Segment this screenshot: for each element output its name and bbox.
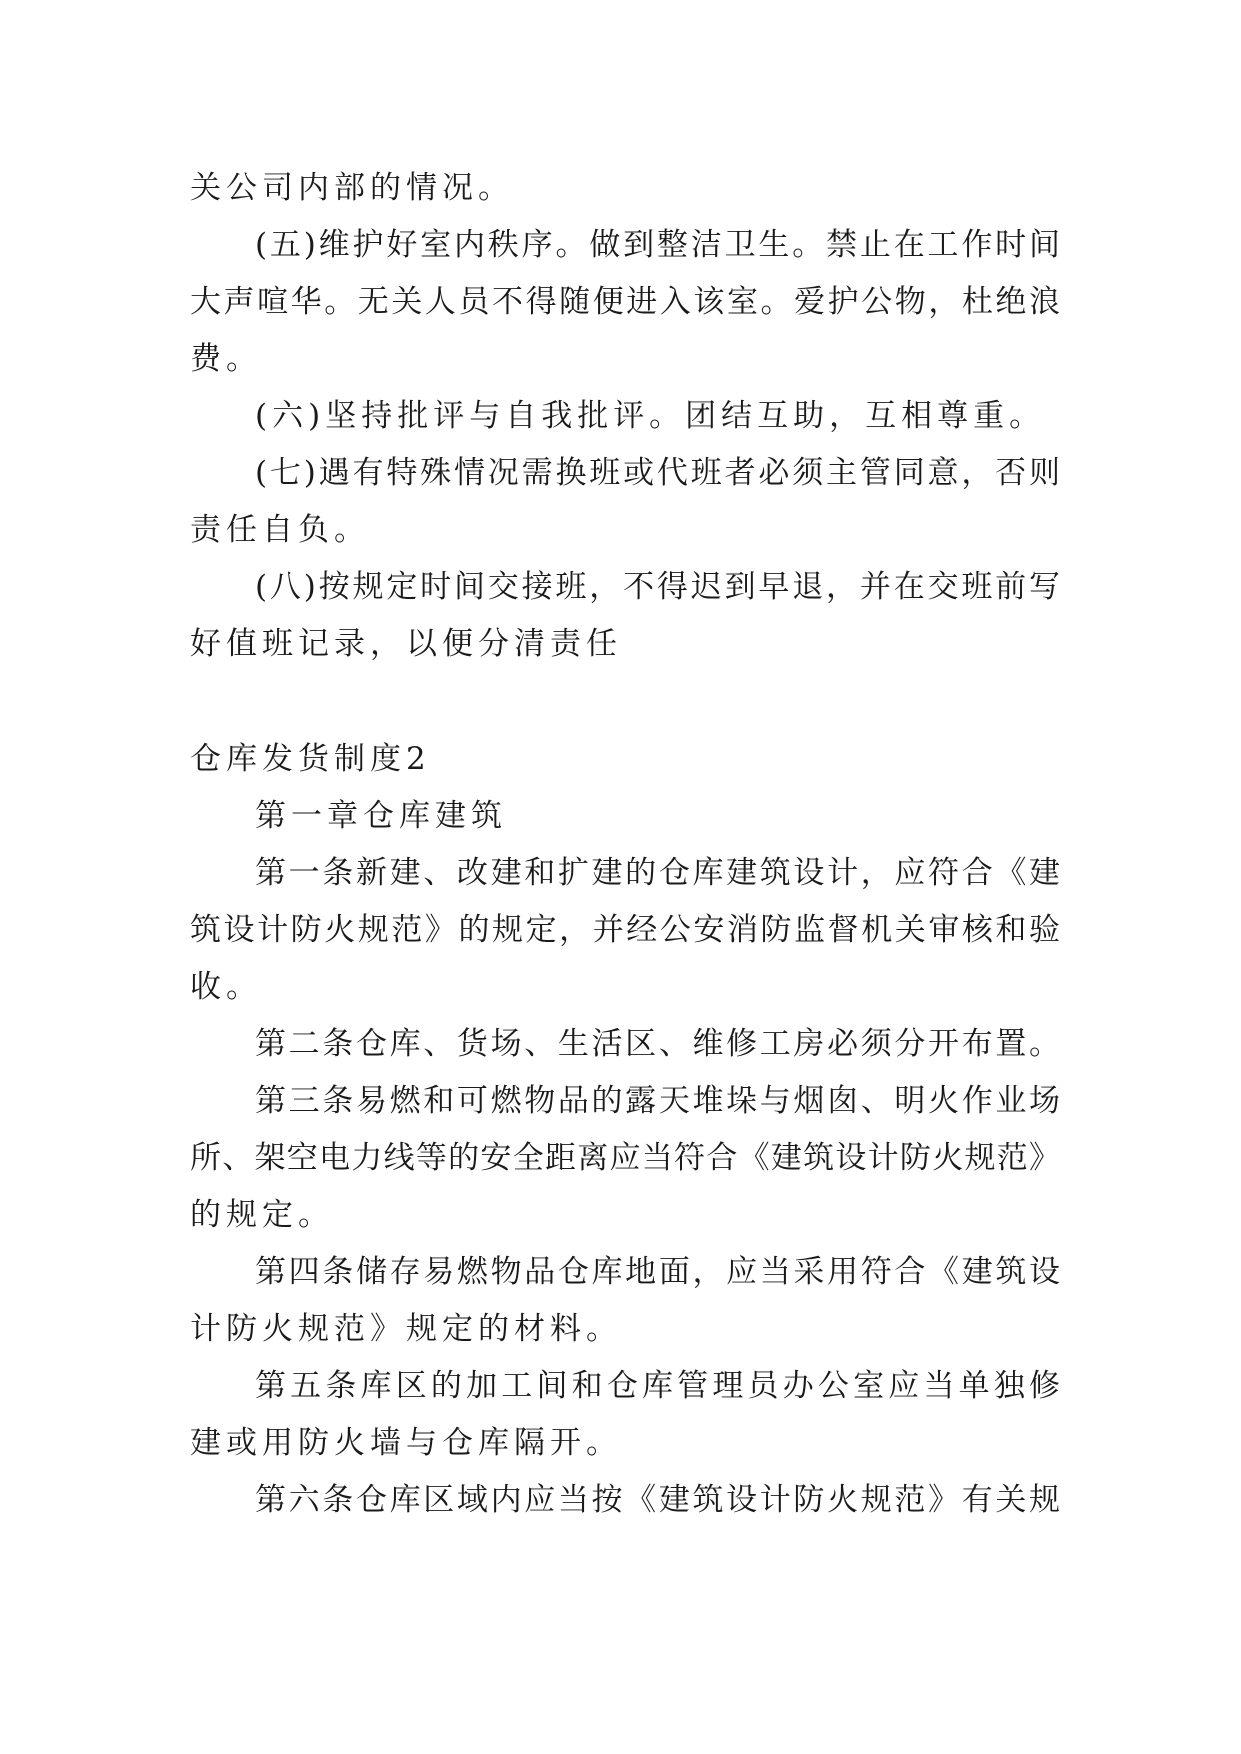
paragraph-line: 大声喧华。无关人员不得随便进入该室。爱护公物，杜绝浪 <box>190 284 1060 320</box>
paragraph-line: (八)按规定时间交接班，不得迟到早退，并在交班前写 <box>255 569 1060 605</box>
paragraph-line: 第六条仓库区域内应当按《建筑设计防火规范》有关规 <box>255 1482 1060 1518</box>
paragraph-line: 所、架空电力线等的安全距离应当符合《建筑设计防火规范》 <box>190 1140 1060 1176</box>
paragraph-line: 收。 <box>190 969 262 1005</box>
paragraph-line: (五)维护好室内秩序。做到整洁卫生。禁止在工作时间 <box>255 227 1060 263</box>
paragraph-line: 关公司内部的情况。 <box>190 170 514 206</box>
paragraph-line: 建或用防火墙与仓库隔开。 <box>190 1425 622 1461</box>
paragraph-line: 的规定。 <box>190 1197 334 1233</box>
paragraph-line: 责任自负。 <box>190 512 370 548</box>
paragraph-line: 第五条库区的加工间和仓库管理员办公室应当单独修 <box>255 1368 1060 1404</box>
paragraph-line: 第二条仓库、货场、生活区、维修工房必须分开布置。 <box>255 1026 1060 1062</box>
paragraph-line: (六)坚持批评与自我批评。团结互助，互相尊重。 <box>255 398 1046 434</box>
paragraph-line: 费。 <box>190 341 262 377</box>
chapter-heading: 第一章仓库建筑 <box>255 798 507 834</box>
paragraph-line: 第四条储存易燃物品仓库地面，应当采用符合《建筑设 <box>255 1254 1060 1290</box>
paragraph-line: 筑设计防火规范》的规定，并经公安消防监督机关审核和验 <box>190 912 1060 948</box>
paragraph-line: 计防火规范》规定的材料。 <box>190 1311 622 1347</box>
paragraph-line: 第三条易燃和可燃物品的露天堆垛与烟囱、明火作业场 <box>255 1083 1060 1119</box>
paragraph-line: 好值班记录，以便分清责任 <box>190 626 622 662</box>
paragraph-line: 第一条新建、改建和扩建的仓库建筑设计，应符合《建 <box>255 855 1060 891</box>
section-title: 仓库发货制度2 <box>190 741 431 777</box>
paragraph-line: (七)遇有特殊情况需换班或代班者必须主管同意，否则 <box>255 455 1060 491</box>
